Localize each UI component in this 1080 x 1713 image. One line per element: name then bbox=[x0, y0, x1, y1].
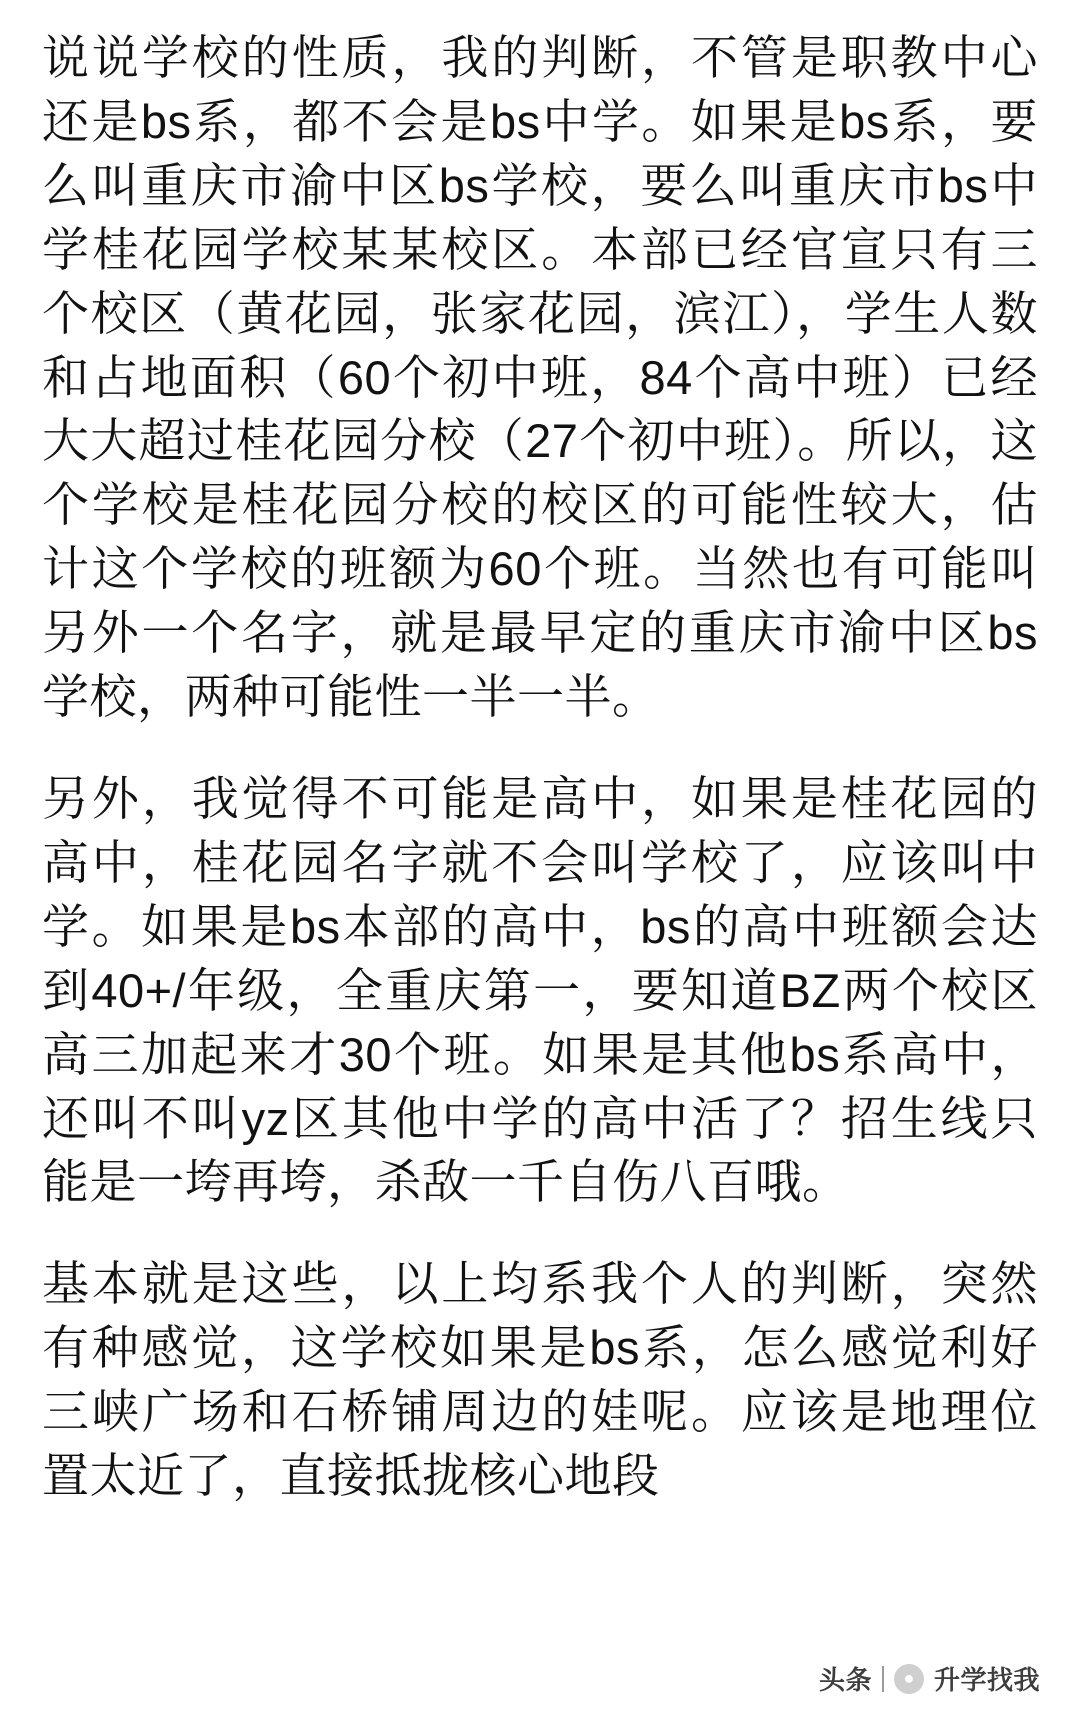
watermark-account: 升学找我 bbox=[933, 1665, 1040, 1695]
avatar-icon: ● bbox=[894, 1664, 924, 1694]
paragraph-3: 基本就是这些，以上均系我个人的判断，突然有种感觉，这学校如果是bs系，怎么感觉利好三峡广场和石桥铺周边的娃呢。应该是地理位置太近了，直接抵拢核心地段 bbox=[42, 1257, 1038, 1503]
watermark-platform: 头条 bbox=[818, 1665, 872, 1695]
watermark bbox=[819, 1660, 1040, 1697]
paragraph-2: 另外，我觉得不可能是高中，如果是桂花园的高中，桂花园名字就不会叫学校了，应该叫中学。如果是bs本部的高中，bs的高中班额会达到40+/年级，全重庆第一，要知道BZ两个校区高三加起来才30个班。如果是其他bs系高中，还叫不叫yz区其他中学的高中活了？招生线只能是一垮再垮，杀敌一千自伤八百哦。 bbox=[42, 771, 1038, 1209]
divider bbox=[882, 1666, 884, 1692]
paragraph-1: 说说学校的性质，我的判断，不管是职教中心还是bs系，都不会是bs中学。如果是bs系，要么叫重庆市渝中区bs学校，要么叫重庆市bs中学桂花园学校某某校区。本部已经官宣只有三个校区（黄花园，张家花园，滨江），学生人数和占地面积（60个初中班，84个高中班）已经大大超过桂花园分校（27个初中班）。所以，这个学校是桂花园分校的校区的可能性较大，估计这个学校的班额为60个班。当然也有可能叫另外一个名字，就是最早定的重庆市渝中区bs学校，两种可能性一半一半。 bbox=[42, 31, 1038, 724]
